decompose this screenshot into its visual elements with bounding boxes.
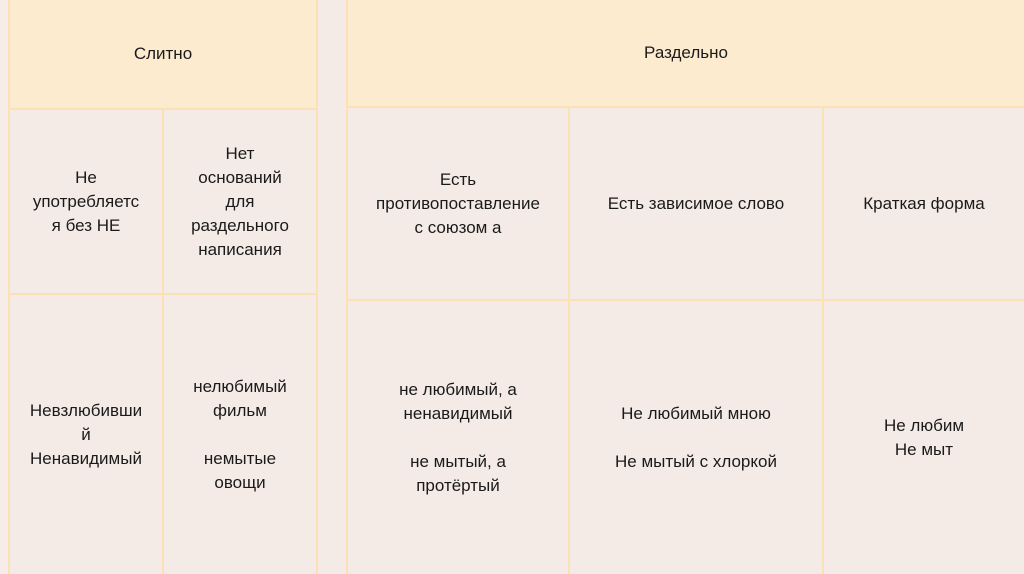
fused-example-1: Невзлюбивши й Ненавидимый [29,400,143,468]
fused-row2-col2-cell [162,293,318,574]
separate-rule-short-form: Краткая форма [863,193,985,213]
fused-rule-no-grounds: Нет оснований для раздельного написания [191,143,289,259]
separate-row1-col1-cell [346,106,570,301]
separate-header: Раздельно [644,43,728,62]
fused-row1-col1-cell [8,108,164,295]
fused-rule-not-used-without-ne: Не употребляетс я без НЕ [32,167,140,235]
table-gap [318,0,346,574]
fused-row1-col2-cell [162,108,318,295]
separate-header-cell [346,0,1024,108]
separate-rule-dependent-word: Есть зависимое слово [607,193,785,213]
separate-row2-col1-cell [346,299,570,574]
separate-row2-col3-cell [822,299,1024,574]
separate-row1-col3-cell [822,106,1024,301]
fused-header-cell [8,0,318,110]
fused-header: Слитно [133,44,193,63]
fused-example-2: нелюбимый фильм немытые овощи [193,376,287,492]
separate-rule-contrast: Есть противопоставление с союзом а [376,169,540,237]
separate-row1-col2-cell [568,106,824,301]
separate-example-dependent-word: Не любимый мною Не мытый с хлоркой [615,403,777,471]
separate-example-short-form: Не любим Не мыт [883,415,965,459]
separate-example-contrast: не любимый, а ненавидимый не мытый, а протёртый [399,379,517,495]
separate-row2-col2-cell [568,299,824,574]
fused-row2-col1-cell [8,293,164,574]
